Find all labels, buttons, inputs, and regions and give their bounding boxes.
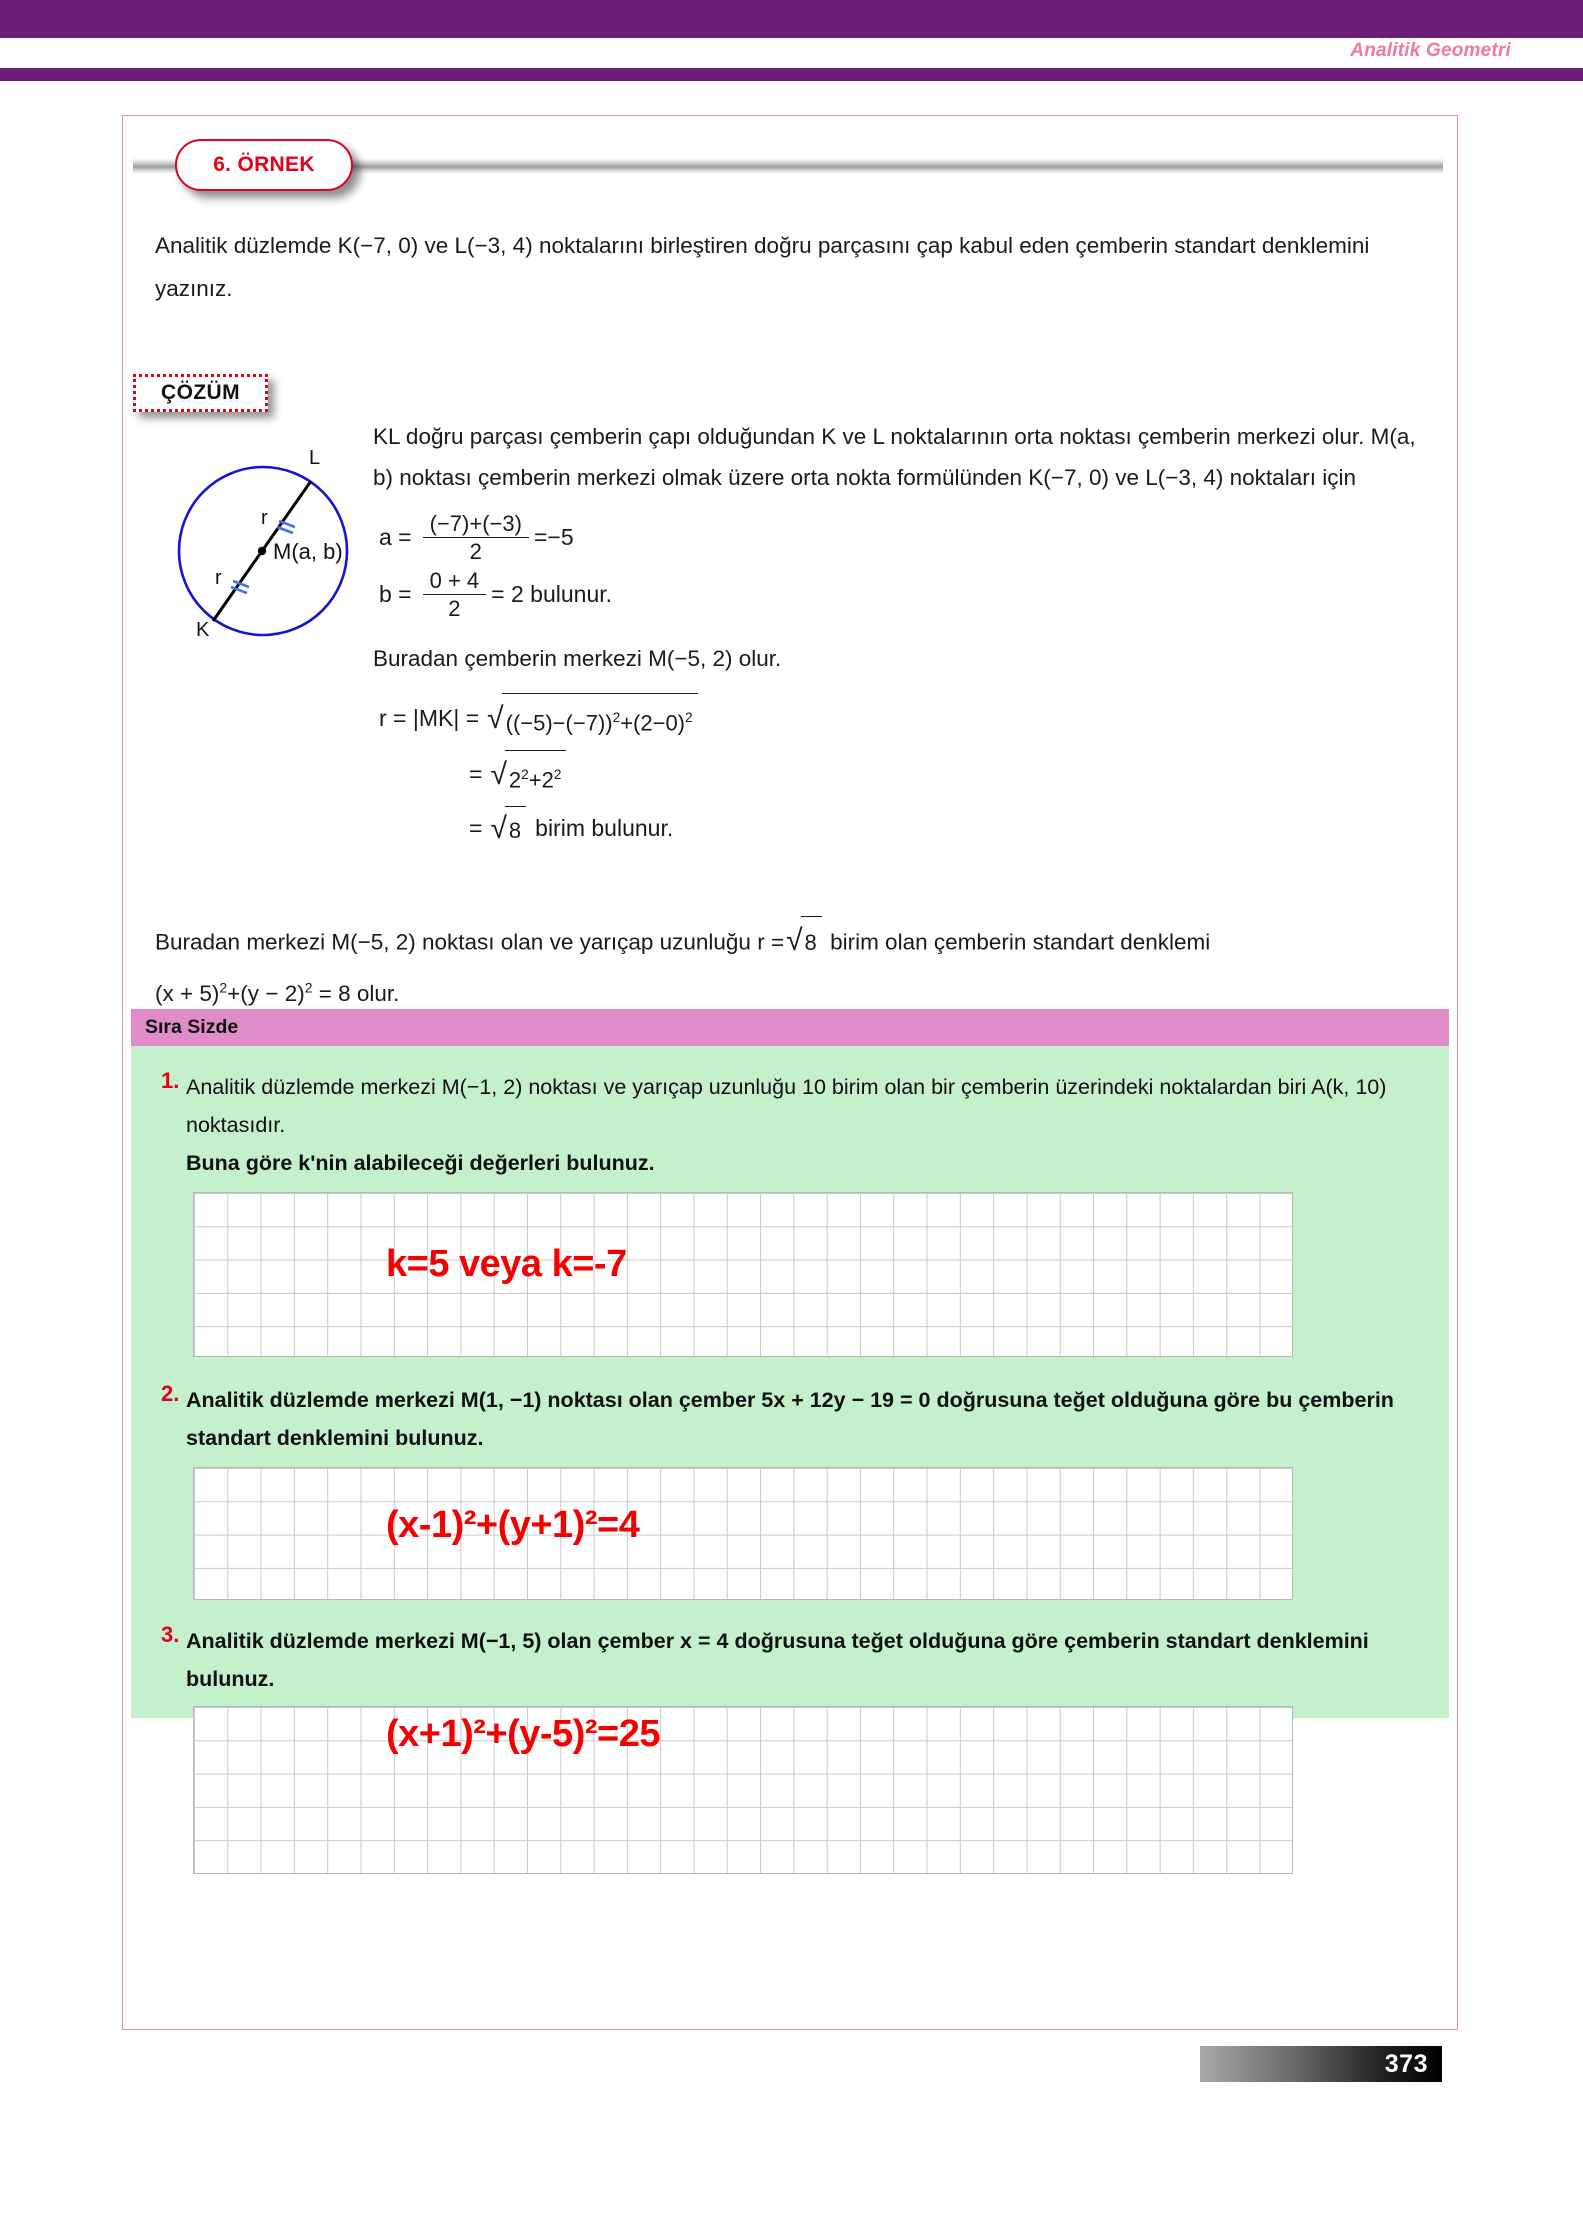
practice-item-1-answer-box[interactable] <box>193 1192 1293 1357</box>
formula-radius-lead: r = |MK| = <box>379 705 480 732</box>
formula-b-denominator: 2 <box>423 594 487 620</box>
practice-item-1 <box>131 1046 1449 1182</box>
formula-a <box>379 512 1433 563</box>
formula-radius-line-2 <box>469 750 1433 800</box>
formula-a-denominator: 2 <box>423 537 529 563</box>
practice-item-1-answer: k=5 veya k=-7 <box>386 1243 627 1285</box>
solution-conclusion <box>155 916 1425 1016</box>
formula-radius-line-3 <box>469 806 1433 851</box>
circle-diagram-svg <box>145 441 385 656</box>
solution-badge <box>133 374 268 412</box>
formula-a-fraction <box>423 512 529 563</box>
top-purple-band <box>0 0 1583 38</box>
example-badge <box>175 139 353 191</box>
sqrt-3-radical-sign: √ <box>490 811 507 845</box>
solution-badge-label: ÇÖZÜM <box>161 381 240 404</box>
example-problem-statement: Analitik düzlemde K(−7, 0) ve L(−3, 4) noktalarını birleştiren doğru parçasını çap kabul eden çemberin standart denklemini yazınız. <box>155 233 1370 301</box>
figure-label-radius-lower: r <box>215 567 222 589</box>
figure-label-radius-upper: r <box>261 507 268 529</box>
page-number-bar <box>1200 2046 1442 2082</box>
page-content-frame <box>122 115 1458 2030</box>
formula-radius-line-2-lead: = <box>469 761 483 788</box>
practice-item-3 <box>131 1600 1449 1698</box>
tick-mark-upper-b <box>277 527 293 533</box>
running-header-title: Analitik Geometri <box>1350 40 1511 61</box>
practice-item-2-number: 2. <box>161 1381 180 1406</box>
circle-diagram <box>145 441 385 656</box>
practice-item-2-text: Analitik düzlemde merkezi M(1, −1) noktası olan çember 5x + 12y − 19 = 0 doğrusuna teğet olduğuna göre bu çemberin standart denklemini bulunuz. <box>186 1388 1394 1450</box>
practice-item-2 <box>131 1357 1449 1457</box>
conclusion-equation: $(x + 5)^2+(y - 2)^2 = 8$ olur. <box>155 979 400 1006</box>
practice-item-3-number: 3. <box>161 1622 180 1647</box>
solution-body <box>373 416 1433 857</box>
sqrt-3 <box>490 806 526 851</box>
sqrt-conclusion-radical-sign: √ <box>786 923 803 957</box>
sqrt-conclusion <box>786 916 822 965</box>
sqrt-1-radical-sign: √ <box>487 701 504 735</box>
formula-a-lead: a = <box>379 524 412 551</box>
example-badge-label: 6. ÖRNEK <box>213 153 315 176</box>
sqrt-1-radicand: $((-5)-(-7))^2+(2-0)^2$ <box>502 693 698 743</box>
formula-radius-line-1 <box>379 693 1433 743</box>
sqrt-2-radical-sign: √ <box>490 757 507 791</box>
figure-label-center: M(a, b) <box>273 539 343 564</box>
formula-b-lead: b = <box>379 581 412 608</box>
page-number: 373 <box>1384 2049 1428 2078</box>
sqrt-2 <box>490 750 566 800</box>
practice-item-3-answer: (x+1)²+(y-5)²=25 <box>386 1713 660 1755</box>
practice-section-title: Sıra Sizde <box>145 1016 239 1038</box>
practice-item-2-answer: (x-1)²+(y+1)²=4 <box>386 1504 640 1546</box>
sqrt-conclusion-radicand: 8 <box>801 916 822 965</box>
formula-b-result: = 2 bulunur. <box>491 581 613 608</box>
formula-a-numerator: (−7)+(−3) <box>429 511 522 536</box>
practice-item-1-text: Analitik düzlemde merkezi M(−1, 2) noktası ve yarıçap uzunluğu 10 birim olan bir çemberin üzerindeki noktalardan biri A(k, 10) noktasıdır. <box>186 1075 1387 1137</box>
center-point-dot <box>258 547 266 555</box>
practice-section-body <box>131 1046 1449 1755</box>
practice-section-header <box>131 1009 1449 1046</box>
sqrt-1 <box>487 693 697 743</box>
formula-a-result: =−5 <box>533 524 574 551</box>
conclusion-text-part1: Buradan merkezi M(−5, 2) noktası olan ve yarıçap uzunluğu r = <box>155 929 785 955</box>
formula-radius-line-3-tail: birim bulunur. <box>535 815 674 842</box>
practice-item-1-prompt: Buna göre k'nin alabileceği değerleri bulunuz. <box>186 1151 655 1175</box>
figure-label-K: K <box>196 619 210 641</box>
solution-center-line: Buradan çemberin merkezi M(−5, 2) olur. <box>373 646 782 672</box>
header-underline-band <box>0 68 1583 81</box>
formula-b <box>379 569 1433 620</box>
practice-item-2-answer-box[interactable] <box>193 1467 1293 1600</box>
formula-b-fraction <box>423 569 487 620</box>
practice-item-3-text: Analitik düzlemde merkezi M(−1, 5) olan çember x = 4 doğrusuna teğet olduğuna göre çemberin standart denklemini bulunuz. <box>186 1629 1369 1691</box>
figure-label-L: L <box>309 447 321 469</box>
solution-intro-text: KL doğru parçası çemberin çapı olduğundan K ve L noktalarının orta noktası çemberin merkezi olur. M(a, b) noktası çemberin merkezi olmak üzere orta nokta formülünden K(−7, 0) ve L(−3, 4) noktaları için <box>373 424 1416 490</box>
sqrt-2-radicand: $2^2+2^2$ <box>505 750 567 800</box>
formula-radius-line-3-lead: = <box>469 815 483 842</box>
header-strip <box>0 38 1583 68</box>
sqrt-3-radicand: 8 <box>505 806 526 851</box>
conclusion-text-part2: birim olan çemberin standart denklemi <box>830 929 1211 955</box>
formula-b-numerator: 0 + 4 <box>429 568 480 594</box>
practice-item-3-answer-box[interactable] <box>193 1706 1293 1874</box>
practice-item-1-number: 1. <box>161 1068 180 1093</box>
